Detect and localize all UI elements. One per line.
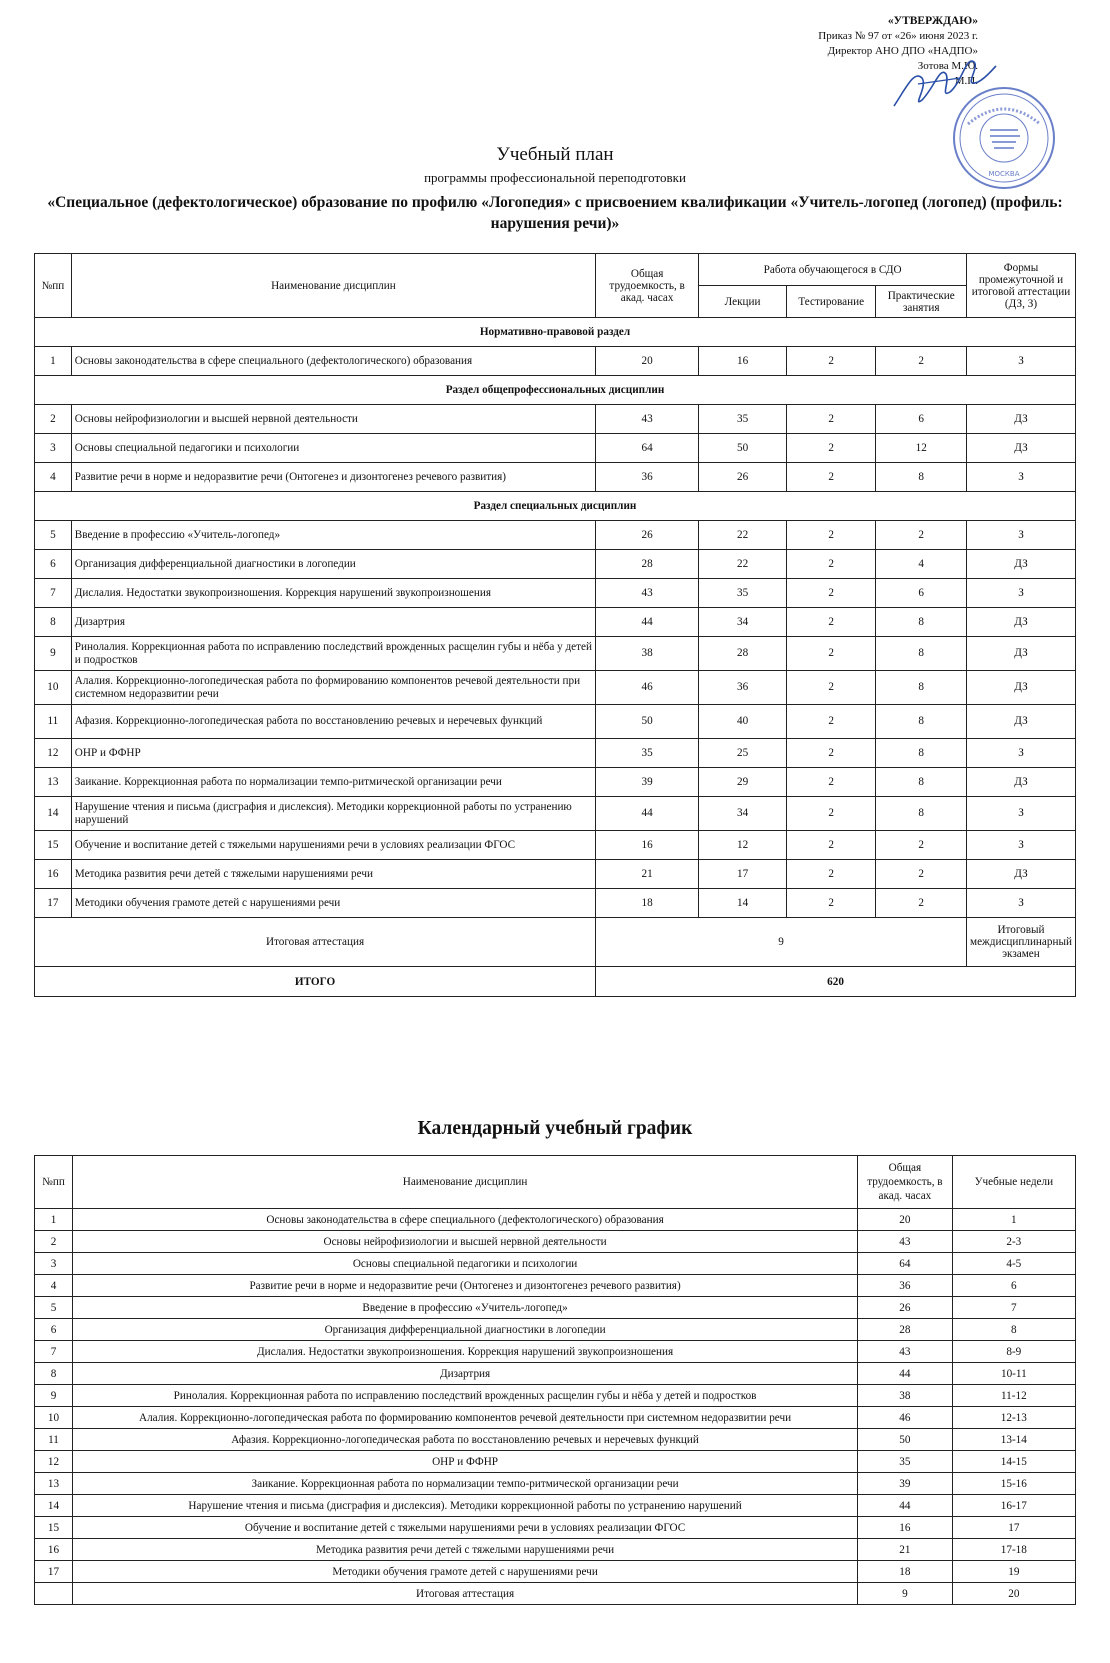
discipline-name: Афазия. Коррекционно-логопедическая работа по восстановлению речевых и неречевых функций	[73, 1429, 858, 1451]
discipline-name: Дизартрия	[71, 608, 595, 637]
lectures-value: 22	[699, 521, 787, 550]
testing-value: 2	[786, 463, 876, 492]
attestation-form: ДЗ	[966, 637, 1075, 671]
weeks-value: 14-15	[952, 1451, 1075, 1473]
practice-value: 8	[876, 739, 967, 768]
attestation-form: З	[966, 463, 1075, 492]
hours-value: 43	[858, 1231, 953, 1253]
attestation-form: З	[966, 579, 1075, 608]
row-number: 7	[35, 1341, 73, 1363]
discipline-name: Введение в профессию «Учитель-логопед»	[71, 521, 595, 550]
section-row	[35, 376, 1076, 405]
weeks-value: 17-18	[952, 1539, 1075, 1561]
lectures-value: 36	[699, 671, 787, 705]
weeks-value: 7	[952, 1297, 1075, 1319]
hours-value: 21	[596, 860, 699, 889]
table-row	[35, 831, 1076, 860]
row-number: 12	[35, 1451, 73, 1473]
lectures-value: 34	[699, 797, 787, 831]
discipline-name: Ринолалия. Коррекционная работа по исправлению последствий врожденных расщелин губы и нёба у детей и подростков	[73, 1385, 858, 1407]
discipline-name: Развитие речи в норме и недоразвитие речи (Онтогенез и дизонтогенез речевого развития)	[73, 1275, 858, 1297]
practice-value: 8	[876, 671, 967, 705]
testing-value: 2	[786, 579, 876, 608]
testing-value: 2	[786, 671, 876, 705]
calendar-row	[35, 1253, 1076, 1275]
discipline-name: Итоговая аттестация	[73, 1583, 858, 1605]
page-subtitle: программы профессиональной переподготовки	[424, 170, 686, 185]
testing-value: 2	[786, 347, 876, 376]
row-number: 13	[35, 1473, 73, 1495]
weeks-value: 6	[952, 1275, 1075, 1297]
practice-value: 4	[876, 550, 967, 579]
practice-value: 8	[876, 705, 967, 739]
testing-value: 2	[786, 831, 876, 860]
row-number: 3	[35, 1253, 73, 1275]
weeks-value: 2-3	[952, 1231, 1075, 1253]
calendar-row	[35, 1297, 1076, 1319]
total-label: ИТОГО	[35, 967, 596, 997]
discipline-name: Организация дифференциальной диагностики в логопедии	[73, 1319, 858, 1341]
row-number: 16	[35, 1539, 73, 1561]
attestation-form: ДЗ	[966, 768, 1075, 797]
final-attestation-hours: 9	[596, 918, 967, 967]
table-row	[35, 579, 1076, 608]
calendar-row	[35, 1385, 1076, 1407]
weeks-value: 17	[952, 1517, 1075, 1539]
final-attestation-form: Итоговый междисциплинарный экзамен	[966, 918, 1075, 967]
row-number: 1	[35, 1209, 73, 1231]
discipline-name: Обучение и воспитание детей с тяжелыми нарушениями речи в условиях реализации ФГОС	[71, 831, 595, 860]
testing-value: 2	[786, 405, 876, 434]
lectures-value: 35	[699, 579, 787, 608]
practice-value: 8	[876, 608, 967, 637]
row-number: 2	[35, 405, 72, 434]
row-number: 9	[35, 637, 72, 671]
lectures-value: 50	[699, 434, 787, 463]
discipline-name: ОНР и ФФНР	[73, 1451, 858, 1473]
hours-value: 44	[596, 608, 699, 637]
discipline-name: ОНР и ФФНР	[71, 739, 595, 768]
weeks-value: 15-16	[952, 1473, 1075, 1495]
discipline-name: Основы специальной педагогики и психологии	[71, 434, 595, 463]
col-forms: Формы промежуточной и итоговой аттестации (ДЗ, З)	[966, 254, 1075, 318]
section-row	[35, 318, 1076, 347]
lectures-value: 12	[699, 831, 787, 860]
calendar-table	[34, 1155, 1076, 1605]
discipline-name: Организация дифференциальной диагностики в логопедии	[71, 550, 595, 579]
curriculum-table	[34, 253, 1076, 997]
hours-value: 36	[858, 1275, 953, 1297]
discipline-name: Нарушение чтения и письма (дисграфия и дислексия). Методики коррекционной работы по устранению нарушений	[71, 797, 595, 831]
attestation-form: ДЗ	[966, 434, 1075, 463]
col-hours: Общая трудоемкость, в акад. часах	[596, 254, 699, 318]
table-row	[35, 434, 1076, 463]
table-row	[35, 739, 1076, 768]
calendar-row	[35, 1561, 1076, 1583]
hours-value: 43	[858, 1341, 953, 1363]
cal-col-weeks: Учебные недели	[952, 1156, 1075, 1209]
calendar-row	[35, 1539, 1076, 1561]
discipline-name: Дизартрия	[73, 1363, 858, 1385]
attestation-form: З	[966, 347, 1075, 376]
weeks-value: 8	[952, 1319, 1075, 1341]
hours-value: 44	[858, 1495, 953, 1517]
lectures-value: 34	[699, 608, 787, 637]
calendar-row	[35, 1583, 1076, 1605]
row-number: 5	[35, 521, 72, 550]
approval-name: Зотова М.Ю.	[917, 60, 978, 72]
practice-value: 2	[876, 860, 967, 889]
calendar-row	[35, 1231, 1076, 1253]
row-number: 14	[35, 1495, 73, 1517]
hours-value: 18	[596, 889, 699, 918]
row-number: 17	[35, 1561, 73, 1583]
weeks-value: 4-5	[952, 1253, 1075, 1275]
lectures-value: 28	[699, 637, 787, 671]
row-number: 8	[35, 1363, 73, 1385]
attestation-form: ДЗ	[966, 671, 1075, 705]
calendar-row	[35, 1429, 1076, 1451]
row-number: 4	[35, 1275, 73, 1297]
row-number: 11	[35, 705, 72, 739]
weeks-value: 1	[952, 1209, 1075, 1231]
hours-value: 26	[858, 1297, 953, 1319]
cal-col-num: №пп	[35, 1156, 73, 1209]
hours-value: 46	[596, 671, 699, 705]
cal-col-hours: Общая трудоемкость, в акад. часах	[858, 1156, 953, 1209]
hours-value: 28	[858, 1319, 953, 1341]
row-number: 2	[35, 1231, 73, 1253]
lectures-value: 40	[699, 705, 787, 739]
row-number: 14	[35, 797, 72, 831]
section-title: Нормативно-правовой раздел	[35, 318, 1076, 347]
practice-value: 12	[876, 434, 967, 463]
section-title: Раздел специальных дисциплин	[35, 492, 1076, 521]
weeks-value: 12-13	[952, 1407, 1075, 1429]
calendar-row	[35, 1275, 1076, 1297]
calendar-row	[35, 1495, 1076, 1517]
row-number: 7	[35, 579, 72, 608]
final-attestation-row	[35, 918, 1076, 967]
calendar-row	[35, 1517, 1076, 1539]
row-number: 1	[35, 347, 72, 376]
lectures-value: 26	[699, 463, 787, 492]
program-title: «Специальное (дефектологическое) образование по профилю «Логопедия» с присвоением квалификации «Учитель-логопед (логопед) (профиль: нарушения речи)»	[47, 194, 1063, 232]
row-number: 10	[35, 671, 72, 705]
discipline-name: Алалия. Коррекционно-логопедическая работа по формированию компонентов речевой деятельности при системном недоразвитии речи	[71, 671, 595, 705]
testing-value: 2	[786, 739, 876, 768]
lectures-value: 14	[699, 889, 787, 918]
hours-value: 20	[596, 347, 699, 376]
testing-value: 2	[786, 889, 876, 918]
row-number: 13	[35, 768, 72, 797]
hours-value: 39	[596, 768, 699, 797]
hours-value: 36	[596, 463, 699, 492]
table-row	[35, 889, 1076, 918]
row-number: 3	[35, 434, 72, 463]
practice-value: 6	[876, 579, 967, 608]
lectures-value: 35	[699, 405, 787, 434]
curriculum-body	[35, 318, 1076, 997]
attestation-form: З	[966, 831, 1075, 860]
table-row	[35, 637, 1076, 671]
row-number: 17	[35, 889, 72, 918]
attestation-form: ДЗ	[966, 550, 1075, 579]
practice-value: 2	[876, 889, 967, 918]
testing-value: 2	[786, 797, 876, 831]
hours-value: 43	[596, 405, 699, 434]
col-name: Наименование дисциплин	[71, 254, 595, 318]
row-number	[35, 1583, 73, 1605]
row-number: 5	[35, 1297, 73, 1319]
total-hours: 620	[596, 967, 1076, 997]
testing-value: 2	[786, 705, 876, 739]
final-attestation-label: Итоговая аттестация	[35, 918, 596, 967]
discipline-name: Методики обучения грамоте детей с нарушениями речи	[71, 889, 595, 918]
hours-value: 44	[858, 1363, 953, 1385]
discipline-name: Алалия. Коррекционно-логопедическая работа по формированию компонентов речевой деятельности при системном недоразвитии речи	[73, 1407, 858, 1429]
hours-value: 50	[596, 705, 699, 739]
calendar-row	[35, 1319, 1076, 1341]
discipline-name: Введение в профессию «Учитель-логопед»	[73, 1297, 858, 1319]
discipline-name: Методика развития речи детей с тяжелыми нарушениями речи	[73, 1539, 858, 1561]
table-row	[35, 705, 1076, 739]
hours-value: 21	[858, 1539, 953, 1561]
lectures-value: 16	[699, 347, 787, 376]
approval-heading: «УТВЕРЖДАЮ»	[887, 15, 978, 27]
row-number: 11	[35, 1429, 73, 1451]
row-number: 4	[35, 463, 72, 492]
practice-value: 6	[876, 405, 967, 434]
attestation-form: З	[966, 739, 1075, 768]
lectures-value: 17	[699, 860, 787, 889]
discipline-name: Основы законодательства в сфере специального (дефектологического) образования	[71, 347, 595, 376]
row-number: 9	[35, 1385, 73, 1407]
total-row	[35, 967, 1076, 997]
hours-value: 18	[858, 1561, 953, 1583]
practice-value: 2	[876, 347, 967, 376]
approval-director: Директор АНО ДПО «НАДПО»	[827, 45, 978, 57]
discipline-name: Дислалия. Недостатки звукопроизношения. Коррекция нарушений звукопроизношения	[71, 579, 595, 608]
calendar-row	[35, 1209, 1076, 1231]
row-number: 16	[35, 860, 72, 889]
hours-value: 35	[858, 1451, 953, 1473]
practice-value: 8	[876, 463, 967, 492]
hours-value: 35	[596, 739, 699, 768]
hours-value: 20	[858, 1209, 953, 1231]
hours-value: 38	[858, 1385, 953, 1407]
row-number: 15	[35, 1517, 73, 1539]
discipline-name: Основы нейрофизиологии и высшей нервной деятельности	[73, 1231, 858, 1253]
row-number: 6	[35, 1319, 73, 1341]
table-row	[35, 405, 1076, 434]
row-number: 15	[35, 831, 72, 860]
attestation-form: ДЗ	[966, 608, 1075, 637]
calendar-title: Календарный учебный график	[417, 1118, 693, 1139]
discipline-name: Нарушение чтения и письма (дисграфия и дислексия). Методики коррекционной работы по устранению нарушений	[73, 1495, 858, 1517]
discipline-name: Основы законодательства в сфере специального (дефектологического) образования	[73, 1209, 858, 1231]
testing-value: 2	[786, 550, 876, 579]
stamp-city: МОСКВА	[988, 170, 1020, 178]
hours-value: 64	[596, 434, 699, 463]
discipline-name: Ринолалия. Коррекционная работа по исправлению последствий врожденных расщелин губы и нёба у детей и подростков	[71, 637, 595, 671]
calendar-row	[35, 1473, 1076, 1495]
discipline-name: Обучение и воспитание детей с тяжелыми нарушениями речи в условиях реализации ФГОС	[73, 1517, 858, 1539]
testing-value: 2	[786, 637, 876, 671]
col-testing: Тестирование	[786, 286, 876, 318]
lectures-value: 29	[699, 768, 787, 797]
discipline-name: Методика развития речи детей с тяжелыми нарушениями речи	[71, 860, 595, 889]
discipline-name: Основы специальной педагогики и психологии	[73, 1253, 858, 1275]
col-work: Работа обучающегося в СДО	[699, 254, 967, 286]
weeks-value: 20	[952, 1583, 1075, 1605]
hours-value: 50	[858, 1429, 953, 1451]
attestation-form: З	[966, 521, 1075, 550]
calendar-row	[35, 1407, 1076, 1429]
table-row	[35, 347, 1076, 376]
testing-value: 2	[786, 434, 876, 463]
testing-value: 2	[786, 608, 876, 637]
table-row	[35, 463, 1076, 492]
lectures-value: 25	[699, 739, 787, 768]
discipline-name: Дислалия. Недостатки звукопроизношения. Коррекция нарушений звукопроизношения	[73, 1341, 858, 1363]
attestation-form: З	[966, 889, 1075, 918]
hours-value: 16	[858, 1517, 953, 1539]
hours-value: 26	[596, 521, 699, 550]
lectures-value: 22	[699, 550, 787, 579]
table-row	[35, 768, 1076, 797]
calendar-row	[35, 1363, 1076, 1385]
hours-value: 46	[858, 1407, 953, 1429]
table-row	[35, 521, 1076, 550]
hours-value: 9	[858, 1583, 953, 1605]
discipline-name: Заикание. Коррекционная работа по нормализации темпо-ритмической организации речи	[71, 768, 595, 797]
practice-value: 2	[876, 521, 967, 550]
practice-value: 8	[876, 797, 967, 831]
hours-value: 38	[596, 637, 699, 671]
attestation-form: З	[966, 797, 1075, 831]
discipline-name: Заикание. Коррекционная работа по нормализации темпо-ритмической организации речи	[73, 1473, 858, 1495]
attestation-form: ДЗ	[966, 405, 1075, 434]
hours-value: 16	[596, 831, 699, 860]
col-lectures: Лекции	[699, 286, 787, 318]
table-row	[35, 671, 1076, 705]
table-row	[35, 608, 1076, 637]
discipline-name: Методики обучения грамоте детей с нарушениями речи	[73, 1561, 858, 1583]
weeks-value: 13-14	[952, 1429, 1075, 1451]
weeks-value: 8-9	[952, 1341, 1075, 1363]
testing-value: 2	[786, 521, 876, 550]
practice-value: 8	[876, 768, 967, 797]
discipline-name: Афазия. Коррекционно-логопедическая работа по восстановлению речевых и неречевых функций	[71, 705, 595, 739]
weeks-value: 19	[952, 1561, 1075, 1583]
approval-order: Приказ № 97 от «26» июня 2023 г.	[818, 30, 978, 42]
weeks-value: 10-11	[952, 1363, 1075, 1385]
hours-value: 64	[858, 1253, 953, 1275]
discipline-name: Развитие речи в норме и недоразвитие речи (Онтогенез и дизонтогенез речевого развития)	[71, 463, 595, 492]
section-row	[35, 492, 1076, 521]
calendar-body	[35, 1209, 1076, 1605]
row-number: 6	[35, 550, 72, 579]
row-number: 12	[35, 739, 72, 768]
weeks-value: 16-17	[952, 1495, 1075, 1517]
row-number: 8	[35, 608, 72, 637]
practice-value: 2	[876, 831, 967, 860]
col-num: №пп	[35, 254, 72, 318]
testing-value: 2	[786, 860, 876, 889]
discipline-name: Основы нейрофизиологии и высшей нервной деятельности	[71, 405, 595, 434]
testing-value: 2	[786, 768, 876, 797]
row-number: 10	[35, 1407, 73, 1429]
cal-col-name: Наименование дисциплин	[73, 1156, 858, 1209]
weeks-value: 11-12	[952, 1385, 1075, 1407]
col-practice: Практические занятия	[876, 286, 967, 318]
hours-value: 44	[596, 797, 699, 831]
table-row	[35, 797, 1076, 831]
practice-value: 8	[876, 637, 967, 671]
section-title: Раздел общепрофессиональных дисциплин	[35, 376, 1076, 405]
table-row	[35, 860, 1076, 889]
hours-value: 39	[858, 1473, 953, 1495]
approval-mp: М.П.	[954, 75, 978, 87]
table-row	[35, 550, 1076, 579]
hours-value: 28	[596, 550, 699, 579]
calendar-row	[35, 1341, 1076, 1363]
attestation-form: ДЗ	[966, 705, 1075, 739]
attestation-form: ДЗ	[966, 860, 1075, 889]
hours-value: 43	[596, 579, 699, 608]
page-title: Учебный план	[496, 144, 614, 165]
calendar-row	[35, 1451, 1076, 1473]
